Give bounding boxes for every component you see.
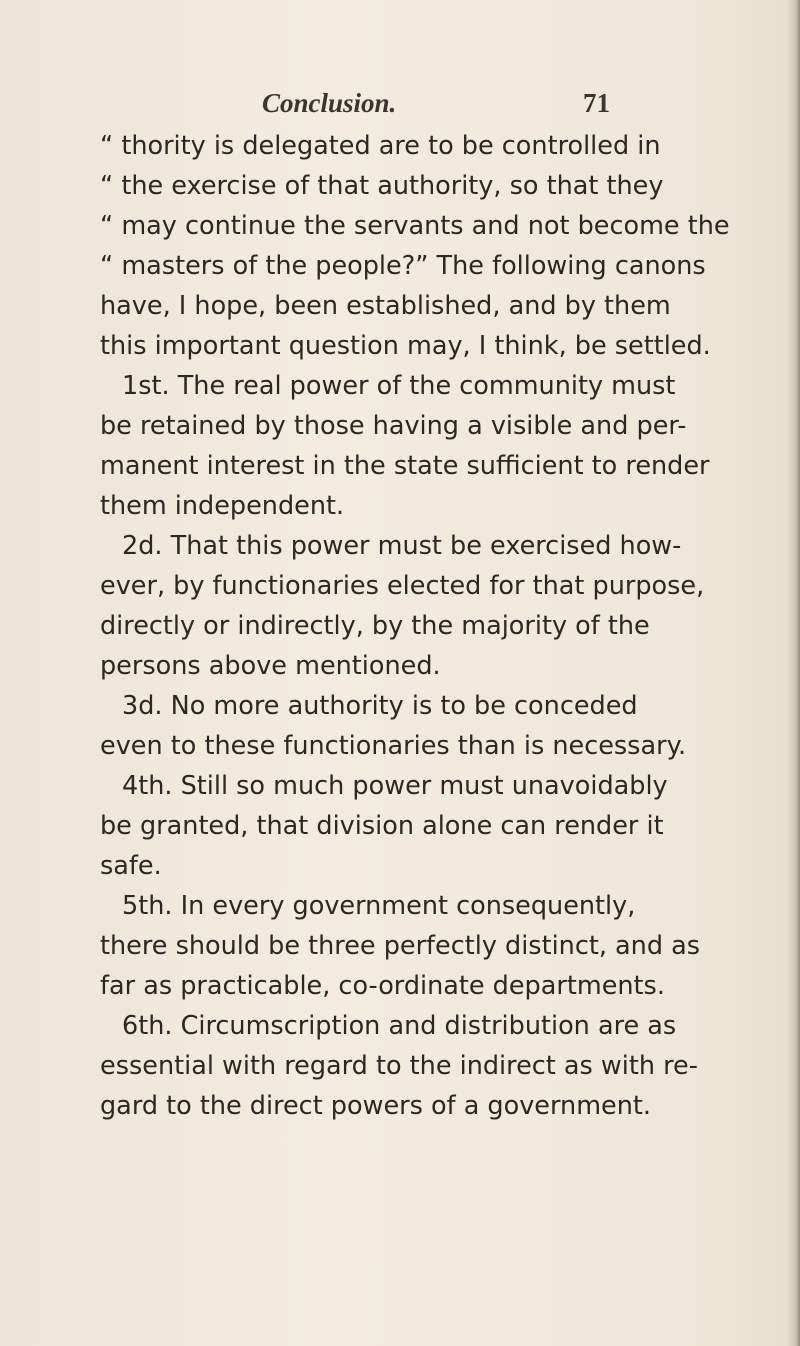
page-edge-shadow <box>786 0 800 1346</box>
text-line: even to these functionaries than is necessary. <box>100 731 687 761</box>
text-line: them independent. <box>100 491 345 521</box>
page-number: 71 <box>583 88 610 118</box>
text-line: ever, by functionaries elected for that purpose, <box>100 571 705 601</box>
text-line: “ the exercise of that authority, so that they <box>100 171 664 201</box>
text-line: gard to the direct powers of a government. <box>100 1091 651 1121</box>
running-head: Conclusion. <box>262 88 397 118</box>
text-line: manent interest in the state sufficient to render <box>100 451 710 481</box>
text-line: 2d. That this power must be exercised how- <box>122 531 682 561</box>
text-line: 5th. In every government consequently, <box>122 891 636 921</box>
text-line: 3d. No more authority is to be conceded <box>122 691 638 721</box>
text-line: “ masters of the people?” The following canons <box>100 251 706 281</box>
text-line: safe. <box>100 851 162 881</box>
body-text <box>100 126 730 1126</box>
text-line: persons above mentioned. <box>100 651 441 681</box>
text-line: 1st. The real power of the community must <box>122 371 676 401</box>
text-line: have, I hope, been established, and by them <box>100 291 671 321</box>
text-line: directly or indirectly, by the majority of the <box>100 611 650 641</box>
text-line: 4th. Still so much power must unavoidably <box>122 771 668 801</box>
text-line: essential with regard to the indirect as with re- <box>100 1051 698 1081</box>
page-header <box>0 88 800 124</box>
text-line: “ thority is delegated are to be controlled in <box>100 131 661 161</box>
text-line: this important question may, I think, be settled. <box>100 331 711 361</box>
text-line: there should be three perfectly distinct, and as <box>100 931 701 961</box>
text-line: be granted, that division alone can render it <box>100 811 664 841</box>
text-line: be retained by those having a visible and per- <box>100 411 687 441</box>
text-line: 6th. Circumscription and distribution are as <box>122 1011 677 1041</box>
text-line: “ may continue the servants and not become the <box>100 211 730 241</box>
text-line: far as practicable, co-ordinate departments. <box>100 971 665 1001</box>
